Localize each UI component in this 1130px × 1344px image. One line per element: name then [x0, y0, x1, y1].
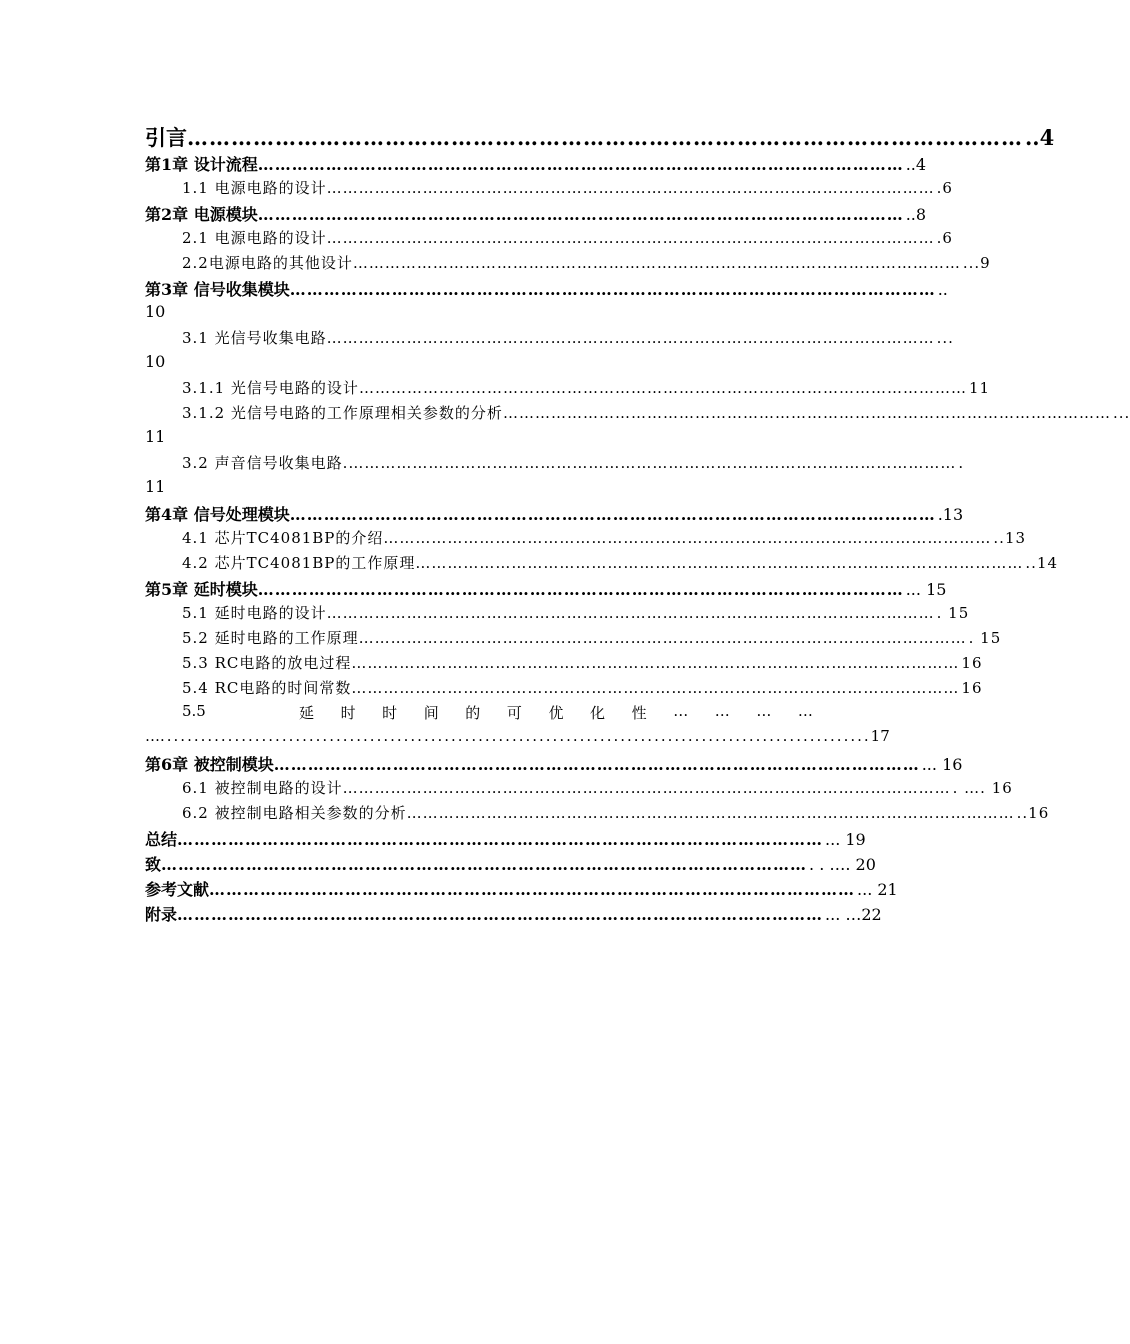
toc-page: ..4 — [1025, 125, 1055, 150]
toc-entry-6-2[interactable] — [145, 802, 1050, 827]
toc-char: 时 — [340, 704, 356, 722]
toc-page: ... 21 — [857, 880, 898, 899]
toc-label: 4.1 芯片TC4081BP的介绍 — [182, 529, 384, 547]
dot-leader: …………………………………………………………………………………………………… — [289, 505, 936, 524]
dot-leader: …………………………………………………………………………………………………… — [383, 529, 992, 547]
table-of-contents — [145, 122, 1130, 927]
toc-char: … — [756, 702, 772, 720]
dot-leader: …………………………………………………………………………………………………… — [161, 855, 808, 874]
toc-page: .13 — [937, 505, 964, 524]
dot-leader: …………………………………………………………………………………………………… — [177, 830, 824, 849]
dot-leader: …………………………………………………………………………………………………… — [326, 329, 935, 347]
toc-label: 5.1 延时电路的设计 — [182, 604, 327, 622]
toc-page: 17 — [870, 727, 890, 745]
toc-char: 性 — [631, 704, 647, 722]
toc-label: 第5章 延时模块 — [145, 580, 258, 599]
toc-entry-2-1[interactable] — [145, 227, 953, 252]
dot-leader: …………………………………………………………………………………………………… — [342, 779, 951, 797]
toc-page: . 15 — [936, 604, 970, 622]
toc-entry-ch1[interactable] — [145, 152, 927, 177]
toc-char: 间 — [423, 704, 439, 722]
toc-page: ... …22 — [825, 905, 882, 924]
toc-label: 引言 — [145, 125, 187, 150]
toc-label: 5.4 RC电路的时间常数 — [182, 679, 352, 697]
toc-page: ..4 — [905, 155, 927, 174]
dot-leader: …………………………………………………………………………………………………… — [415, 554, 1024, 572]
toc-entry-5-1[interactable] — [145, 602, 970, 627]
toc-label: 参考文献 — [145, 880, 210, 899]
toc-char: 时 — [382, 704, 398, 722]
dot-leader: …………………………………………………………………………………………………… — [257, 580, 904, 599]
toc-label: 第1章 设计流程 — [145, 155, 258, 174]
toc-label: 2.1 电源电路的设计 — [182, 229, 327, 247]
toc-page-wrapped: 10 — [145, 302, 166, 321]
toc-label: 3.2 声音信号收集电路. — [182, 454, 349, 472]
toc-entry-ch4[interactable] — [145, 502, 964, 527]
toc-page: ..8 — [905, 205, 927, 224]
toc-number: 5.5 — [182, 702, 206, 720]
toc-char: 化 — [590, 704, 606, 722]
toc-label: 3.1.2 光信号电路的工作原理相关参数的分析 — [182, 404, 503, 422]
toc-page: ... 15 — [905, 580, 947, 599]
toc-char: … — [714, 702, 730, 720]
toc-char: 的 — [465, 704, 481, 722]
toc-entry-3-1-2[interactable] — [145, 402, 1130, 427]
toc-entry-thanks[interactable] — [145, 852, 876, 877]
toc-page-wrapped: 11 — [145, 427, 166, 446]
dot-leader: …………………………………………………………………………………………………… — [351, 679, 960, 697]
toc-entry-intro[interactable] — [145, 122, 1055, 152]
toc-entry-4-2[interactable] — [145, 552, 1059, 577]
toc-label: 6.2 被控制电路相关参数的分析 — [182, 804, 407, 822]
dot-leader: …………………………………………………………………………………………………… — [326, 604, 935, 622]
toc-char: 可 — [506, 704, 522, 722]
dot-leader: …………………………………………………………………………………………………… — [352, 254, 961, 272]
toc-page-wrapped: 10 — [145, 352, 166, 371]
toc-char: … — [673, 702, 689, 720]
toc-page: . . …. 20 — [809, 855, 876, 874]
toc-label: 第2章 电源模块 — [145, 205, 258, 224]
toc-entry-4-1[interactable] — [145, 527, 1027, 552]
toc-entry-5-4[interactable] — [145, 677, 983, 702]
dot-leader: …………………………………………………………………………………………………… — [257, 155, 904, 174]
toc-label: 总结 — [145, 830, 178, 849]
toc-label: 5.2 延时电路的工作原理 — [182, 629, 359, 647]
toc-entry-1-1[interactable] — [145, 177, 953, 202]
toc-entry-5-5[interactable] — [145, 702, 813, 727]
toc-char: 延 — [298, 704, 314, 722]
dot-leader: …………………………………………………………………………………………………… — [257, 205, 904, 224]
toc-page: . — [958, 454, 965, 472]
toc-char: … — [797, 702, 813, 720]
toc-page: . …. 16 — [952, 779, 1013, 797]
toc-entry-6-1[interactable] — [145, 777, 1013, 802]
toc-page: ..14 — [1025, 554, 1059, 572]
dot-leader: …………………………………………………………………………………………………… — [209, 880, 856, 899]
spacer — [232, 702, 272, 727]
toc-entry-ch2[interactable] — [145, 202, 927, 227]
toc-page: .6 — [936, 229, 953, 247]
toc-label: 附录 — [145, 905, 178, 924]
toc-page: .6 — [936, 179, 953, 197]
toc-label: 致 — [145, 855, 162, 874]
toc-label: 2.2电源电路的其他设计 — [182, 254, 353, 272]
dot-leader: …………………………………………………………………………………………………… — [348, 454, 957, 472]
toc-page: . 15 — [968, 629, 1002, 647]
dot-leader: …………………………………………………………………………………………………… — [187, 125, 1023, 150]
toc-entry-summary[interactable] — [145, 827, 866, 852]
toc-entry-ch5[interactable] — [145, 577, 947, 602]
toc-label: 3.1.1 光信号电路的设计 — [182, 379, 359, 397]
toc-page: ... — [1112, 404, 1130, 422]
toc-label: 3.1 光信号收集电路 — [182, 329, 327, 347]
toc-page: .. — [937, 280, 948, 299]
toc-label: 第4章 信号处理模块 — [145, 505, 290, 524]
dot-leader: …………………………………………………………………………………………………… — [358, 379, 967, 397]
dot-leader: …………………………………………………………………………………………………… — [289, 280, 936, 299]
toc-entry-3-1[interactable] — [145, 327, 954, 352]
toc-page: ...9 — [962, 254, 991, 272]
toc-label: 第6章 被控制模块 — [145, 755, 274, 774]
toc-label: 4.2 芯片TC4081BP的工作原理 — [182, 554, 416, 572]
toc-page: ..13 — [993, 529, 1027, 547]
toc-entry-5-3[interactable] — [145, 652, 983, 677]
toc-char: 优 — [548, 704, 564, 722]
toc-page: 16 — [961, 654, 983, 672]
toc-label: 5.3 RC电路的放电过程 — [182, 654, 352, 672]
dot-leader: …………………………………………………………………………………………………… — [406, 804, 1015, 822]
toc-page: 11 — [968, 379, 991, 397]
toc-entry-references[interactable] — [145, 877, 898, 902]
toc-entry-5-2[interactable] — [145, 627, 1002, 652]
toc-entry-ch6[interactable] — [145, 752, 963, 777]
dot-leader: …………………………………………………………………………………………………… — [502, 404, 1111, 422]
dot-leader: …………………………………………………………………………………………………… — [358, 629, 967, 647]
toc-label: 6.1 被控制电路的设计 — [182, 779, 343, 797]
toc-entry-3-1-1[interactable] — [145, 377, 991, 402]
toc-entry-ch3[interactable] — [145, 277, 948, 302]
dot-leader: …………………………………………………………………………………………………… — [177, 905, 824, 924]
toc-entry-5-5-continued — [145, 727, 890, 752]
dot-leader: …………………………………………………………………………………………………… — [351, 654, 960, 672]
toc-page: ... — [936, 329, 954, 347]
toc-lead: … — [145, 727, 160, 745]
toc-label: 1.1 电源电路的设计 — [182, 179, 327, 197]
toc-entry-appendix[interactable] — [145, 902, 882, 927]
dot-leader: ......................................................................................................... — [160, 727, 871, 745]
toc-label: 第3章 信号收集模块 — [145, 280, 290, 299]
toc-page: 16 — [961, 679, 983, 697]
dot-leader: …………………………………………………………………………………………………… — [326, 179, 935, 197]
toc-page: ... 16 — [921, 755, 963, 774]
toc-page-wrapped: 11 — [145, 477, 166, 496]
toc-entry-2-2[interactable] — [145, 252, 991, 277]
toc-entry-3-2[interactable] — [145, 452, 965, 477]
dot-leader: …………………………………………………………………………………………………… — [326, 229, 935, 247]
toc-page: ..16 — [1016, 804, 1050, 822]
toc-page: ... 19 — [825, 830, 866, 849]
dot-leader: …………………………………………………………………………………………………… — [273, 755, 920, 774]
